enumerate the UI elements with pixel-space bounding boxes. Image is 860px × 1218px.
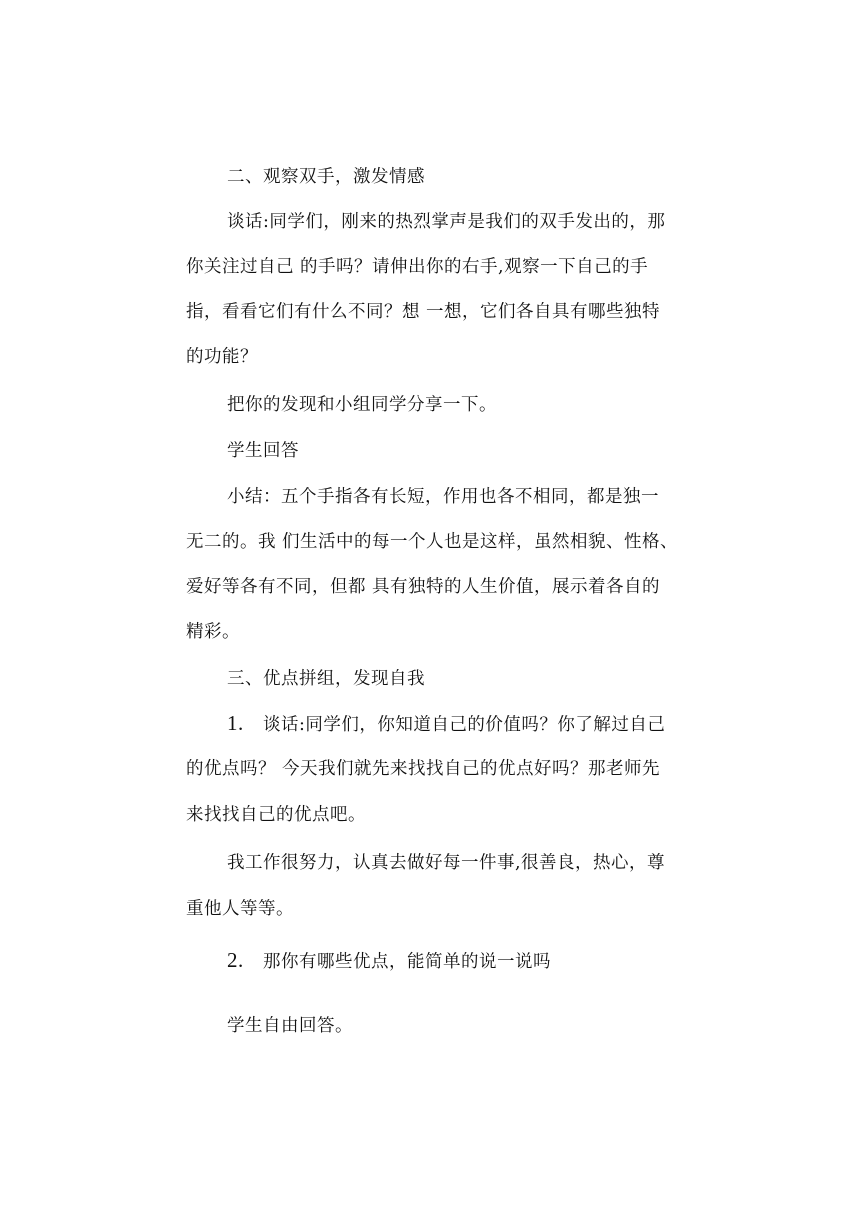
section-heading-strengths: 三、优点拼组，发现自我 <box>227 669 425 689</box>
paragraph-line: 的优点吗？ 今天我们就先来找找自己的优点好吗？那老师先 <box>186 759 661 779</box>
paragraph-line: 谈话:同学们，刚来的热烈掌声是我们的双手发出的，那 <box>227 212 666 232</box>
numbered-item-2 <box>227 948 551 974</box>
paragraph-line: 重他人等等。 <box>186 899 294 919</box>
paragraph-share: 把你的发现和小组同学分享一下。 <box>227 395 497 415</box>
section-heading-observe-hands: 二、观察双手，激发情感 <box>227 167 425 187</box>
numbered-item-1 <box>227 711 665 737</box>
paragraph-line: 的功能？ <box>186 347 258 367</box>
paragraph-student-answer: 学生回答 <box>227 441 299 461</box>
paragraph-line: 无二的。我 们生活中的每一个人也是这样，虽然相貌、性格、 <box>186 532 679 552</box>
paragraph-line: 来找找自己的优点吧。 <box>186 805 366 825</box>
paragraph-free-answer: 学生自由回答。 <box>227 1016 353 1036</box>
item-number: 1. <box>227 711 244 735</box>
paragraph-line: 精彩。 <box>186 622 240 642</box>
paragraph-line: 小结：五个手指各有长短，作用也各不相同，都是独一 <box>227 487 659 507</box>
paragraph-line: 我工作很努力，认真去做好每一件事,很善良，热心，尊 <box>227 853 666 873</box>
paragraph-line: 你关注过自己 的手吗？请伸出你的右手,观察一下自己的手 <box>186 257 649 277</box>
item-number: 2. <box>227 948 244 972</box>
paragraph-line: 指，看看它们有什么不同？想 一想，它们各自具有哪些独特 <box>186 302 661 322</box>
paragraph-line: 那你有哪些优点，能简单的说一说吗 <box>263 952 551 972</box>
paragraph-line: 谈话:同学们，你知道自己的价值吗？你了解过自己 <box>263 715 666 735</box>
paragraph-line: 爱好等各有不同，但都 具有独特的人生价值，展示着各自的 <box>186 577 661 597</box>
